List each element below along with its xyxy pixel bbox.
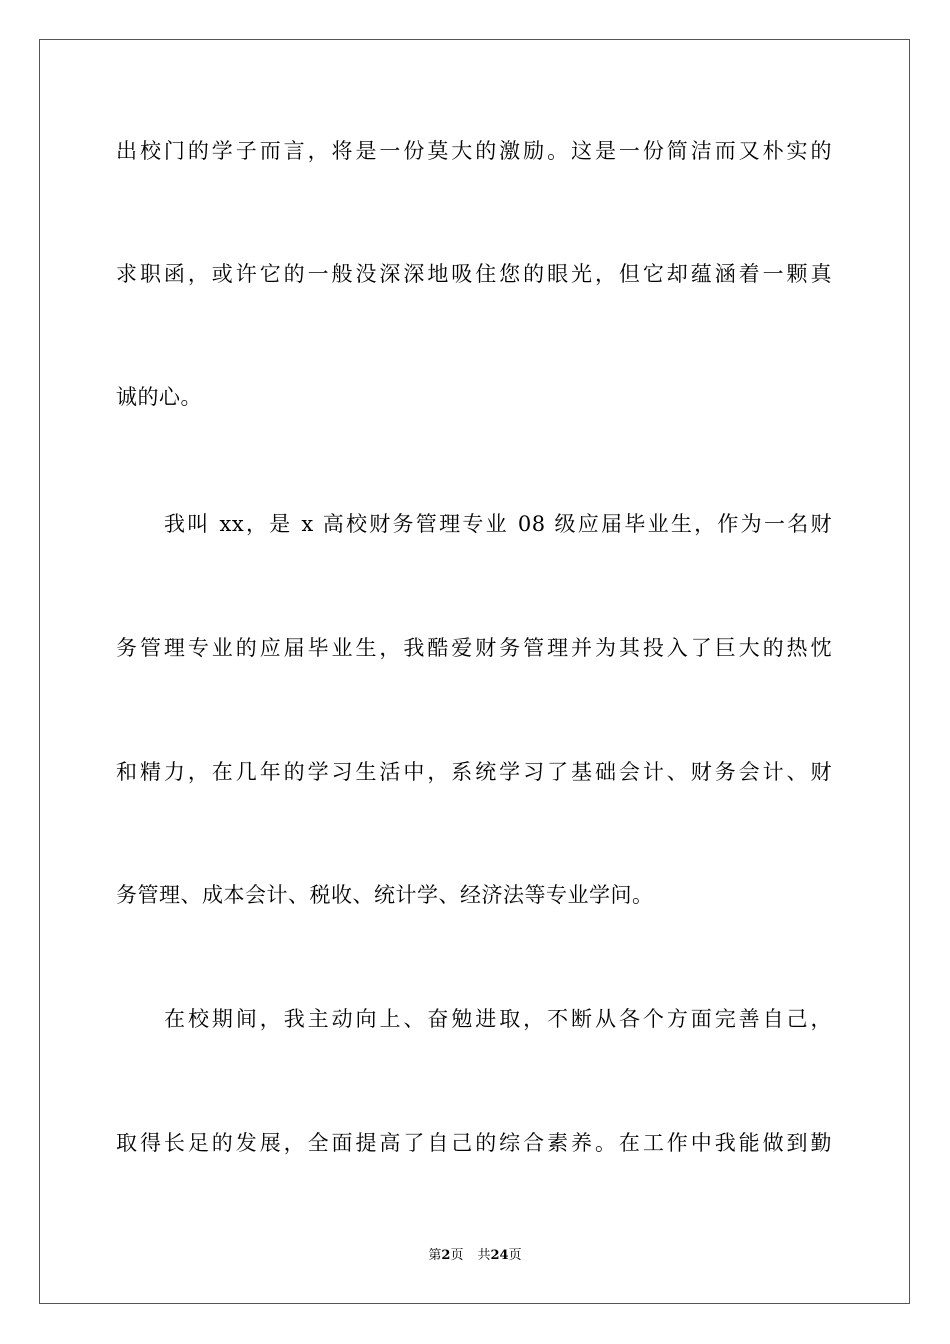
paragraph-first-line: 我叫 xx，是 x 高校财务管理专业 08 级应届毕业生，作为一名财 (164, 512, 832, 536)
page-number-prefix: 第 (428, 1248, 442, 1263)
total-page-count: 24 (490, 1248, 509, 1263)
body-text-line: 诚的心。 (116, 385, 202, 409)
page-number-suffix: 页 (450, 1248, 464, 1263)
paragraph-first-line: 在校期间，我主动向上、奋勉进取，不断从各个方面完善自己， (164, 1007, 832, 1031)
body-text-line: 务管理、成本会计、税收、统计学、经济法等专业学问。 (116, 883, 654, 907)
body-text-line: 出校门的学子而言，将是一份莫大的激励。这是一份简洁而又朴实的 (116, 139, 832, 163)
body-text-line: 求职函，或许它的一般没深深地吸住您的眼光，但它却蕴涵着一颗真 (116, 262, 832, 286)
body-text-line: 务管理专业的应届毕业生，我酷爱财务管理并为其投入了巨大的热忱 (116, 636, 832, 660)
total-pages-suffix: 页 (508, 1248, 522, 1263)
total-pages-prefix: 共 (477, 1248, 491, 1263)
body-text-line: 和精力，在几年的学习生活中，系统学习了基础会计、财务会计、财 (116, 760, 832, 784)
current-page-number: 2 (441, 1248, 451, 1263)
page-frame (39, 39, 910, 1304)
body-text-line: 取得长足的发展，全面提高了自己的综合素养。在工作中我能做到勤 (116, 1131, 832, 1155)
page-footer (0, 1247, 950, 1265)
